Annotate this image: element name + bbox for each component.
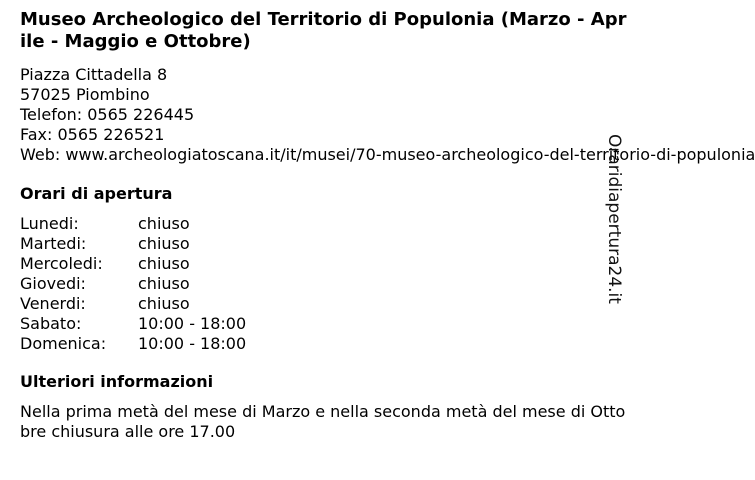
day-label: Sabato: [20,314,82,333]
phone-label: Telefon: [20,105,83,124]
site-watermark: Oraridiapertura24.it [604,134,624,304]
day-label: Domenica: [20,334,107,353]
hours-row-friday [20,294,246,314]
more-info-text: Nella prima metà del mese di Marzo e nella seconda metà del mese di Ottobre chiusura alle ore 17.00 [20,402,626,441]
hours-row-monday [20,214,246,234]
phone-number[interactable]: 0565 226445 [87,105,195,124]
hours-row-thursday [20,274,246,294]
page-title: Museo Archeologico del Territorio di Populonia (Marzo - Aprile - Maggio e Ottobre) [20,9,627,52]
hours-row-saturday [20,314,246,334]
day-hours: chiuso [138,214,190,233]
day-label: Martedi: [20,234,87,253]
web-label: Web: [20,145,61,164]
opening-hours-heading: Orari di apertura [20,184,173,203]
day-hours: 10:00 - 18:00 [138,334,247,353]
day-hours: chiuso [138,294,190,313]
city-address: 57025 Piombino [20,85,150,104]
day-hours: chiuso [138,274,190,293]
fax-label: Fax: [20,125,53,144]
hours-row-tuesday [20,234,246,254]
opening-hours-table [20,214,246,354]
museum-info-page [20,9,755,442]
day-label: Mercoledi: [20,254,103,273]
fax-line [20,125,632,145]
fax-number: 0565 226521 [57,125,165,144]
day-hours: chiuso [138,234,190,253]
day-label: Lunedi: [20,214,79,233]
street-address: Piazza Cittadella 8 [20,65,168,84]
web-line [20,145,755,165]
more-info-heading: Ulteriori informazioni [20,372,214,391]
hours-row-wednesday [20,254,246,274]
address-block [20,65,755,165]
day-label: Venerdi: [20,294,86,313]
day-label: Giovedi: [20,274,86,293]
day-hours: 10:00 - 18:00 [138,314,247,333]
phone-line [20,105,632,125]
website-link[interactable]: www.archeologiatoscana.it/it/musei/70-museo-archeologico-del-territorio-di-populonia [65,145,755,164]
hours-row-sunday [20,334,246,354]
day-hours: chiuso [138,254,190,273]
